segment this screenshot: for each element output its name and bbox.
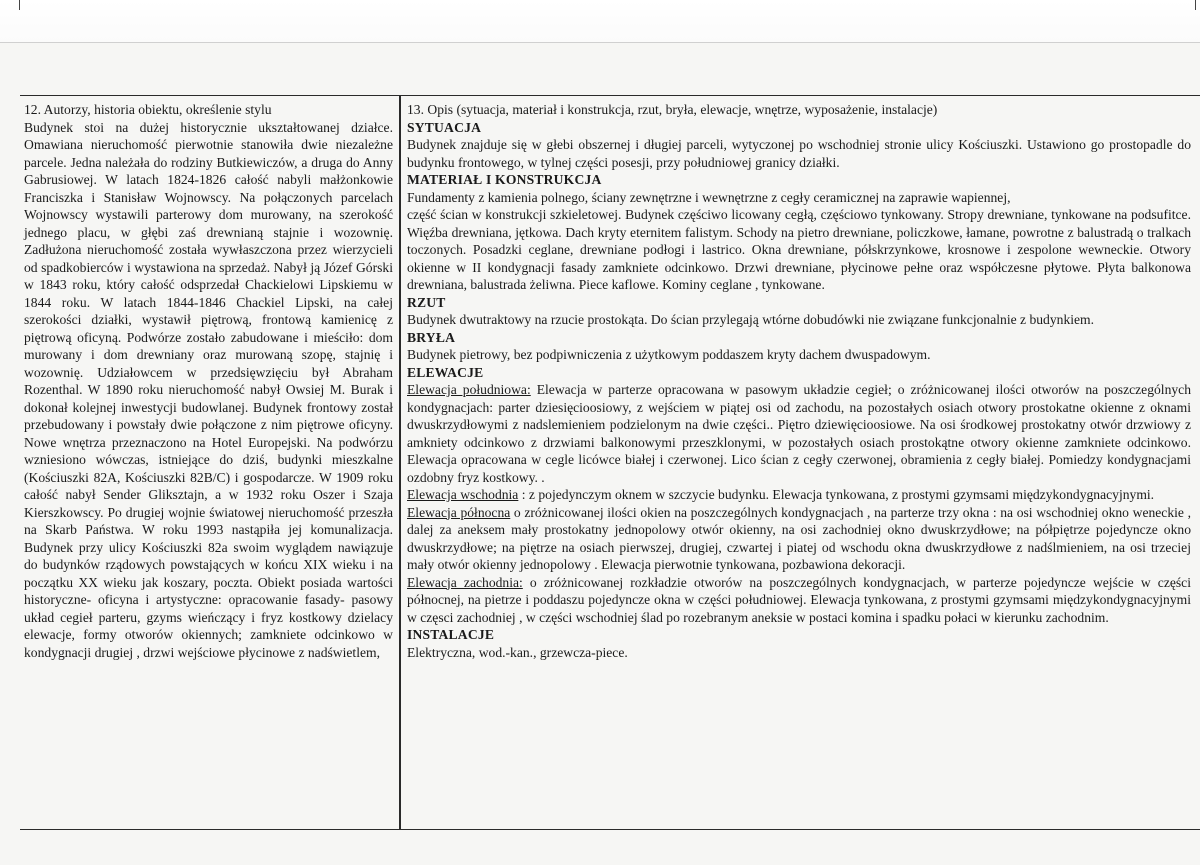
rzut-text: Budynek dwutraktowy na rzucie prostokąta. Do ścian przylegają wtórne dobudówki nie związane funkcjonalnie z budynkiem. bbox=[407, 312, 1095, 327]
sytuacja-text: Budynek znajduje się w głebi obszernej i długiej parceli, wytyczonej po wschodniej stronie ulicy Kościuszki. Ustawiono go prostopadle do budynku frontowego, w tylnej części posesji, przy południowej granicy działki. bbox=[407, 137, 1191, 170]
elewacja-wschodnia bbox=[407, 486, 1191, 504]
heading-material: MATERIAŁ I KONSTRUKCJA bbox=[407, 172, 602, 187]
section-12-body: Budynek stoi na dużej historycznie ukształtowanej działce. Omawiana nieruchomość pierwotnie stanowiła dwie niezależne parcele. Jedna należała do rodziny Butkiewiczów, a druga do Anny Gabrusiowej. W latach 1824-1826 całość nabyli małżonkowie Franciszka i Stanisław Wojnowscy. Na połączonych parcelach Wojnowscy wystawili parterowy dom murowany, na szerokość jednego placu, w głębi zaś drewnianą stajnie i wozownię. Zadłużona nieruchomość została wywłaszczona przez wierzycieli od spadkobierców i wystawiona na sprzedaż. Nabył ją Józef Górski w 1843 roku, który całość odsprzedał Chackielowi Lipskiemu w 1844 roku. W latach 1844-1846 Chackiel Lipski, na całej szerokości działki, wystawił piętrową, frontową kamienicę z piętrową oficyną. Podwórze zostało zabudowane i mieściło: dom murowany i dom drewniany oraz murowaną szopę, stajnię i wozownię. Udziałowcem w przedsięwzięciu był Abraham Rozenthal. W 1890 roku nieruchomość nabył Owsiej M. Burak i dokonał kolejnej inwestycji budowlanej. Budynek frontowy został przebudowany i powstały dwie połączone z nim piętrowe oficyny. Nowe wnętrza przeznaczono na Hotel Europejski. Na podwórzu wzniesiono wówczas, istniejące do dziś, budynki mieszkalne (Kościuszki 82A, Kościuszki 82B/C) i gospodarcze. W 1909 roku całość nabył Sender Gliksztajn, a w 1932 roku Oszer i Szaja Kierszkowscy. Po drugiej wojnie światowej nieruchomość przeszła na Skarb Państwa. W roku 1993 nastąpiła jej komunalizacja. Budynek przy ulicy Kościuszki 82a swoim wyglądem nawiązuje do budynków rządowych powstających w końcu XIX wieku i na początku XX wieku jak koszary, poczta. Obiekt posiada wartości historyczne- oficyna i artystyczne: opracowanie fasady- pasowy układ cegieł parteru, gzyms wieńczący i fryz kostkowy dzielacy elewacje, formy otworów okiennych; zamkniete odcinkowo w kondygnacji drugiej , drzwi wejściowe płycinowe z nadświetlem, bbox=[24, 119, 393, 660]
material-line-1: Fundamenty z kamienia polnego, ściany zewnętrzne i wewnętrzne z cegły ceramicznej na zaprawie wapiennej, bbox=[407, 189, 1011, 205]
section-12-title: 12. Autorzy, historia obiektu, określenie stylu bbox=[24, 102, 272, 117]
crop-mark bbox=[1195, 0, 1196, 10]
elewacja-zachodnia-label: Elewacja zachodnia: bbox=[407, 574, 523, 590]
heading-bryla: BRYŁA bbox=[407, 329, 456, 345]
heading-instalacje: INSTALACJE bbox=[407, 627, 495, 642]
heading-rzut: RZUT bbox=[407, 294, 446, 310]
section-13-description bbox=[407, 101, 1191, 661]
elewacja-polnocna-label: Elewacja północna bbox=[407, 504, 511, 520]
elewacja-wschodnia-text: : z pojedynczym oknem w szczycie budynku. Elewacja tynkowana, z prostymi gzymsami międzykondygnacyjnymi. bbox=[518, 487, 1155, 502]
elewacja-zachodnia bbox=[407, 574, 1191, 627]
elewacja-wschodnia-label: Elewacja wschodnia bbox=[407, 487, 519, 502]
heading-elewacje: ELEWACJE bbox=[407, 364, 484, 380]
section-13-title: 13. Opis (sytuacja, materiał i konstrukcja, rzut, bryła, elewacje, wnętrze, wyposażenie, instalacje) bbox=[407, 102, 938, 117]
elewacja-poludniowa-label: Elewacja południowa: bbox=[407, 382, 531, 397]
elewacja-polnocna-text: o zróżnicowanej ilości okien na poszczególnych kondygnacjach , na parterze trzy okna : na osi wschodniej okno weneckie , dalej za aneksem mały prostokatny jednopolowy otwór okienny, na osi zachodniej okno dwuskrzydłowe; na półpiętrze pojedyncze okno dwuskrzydłowe; na piętrze na osiach pierwszej, drugiej, czwartej i piatej od wschodu okna dwuskrzydłowe z nadślmieniem, na osi trzeciej mały otwór okienny jednopolowy . Elewacja pierwotnie tynkowana, pozbawiona dekoracji. bbox=[407, 504, 1191, 572]
column-divider bbox=[399, 95, 401, 829]
section-12-history bbox=[24, 101, 393, 661]
elewacja-poludniowa bbox=[407, 381, 1191, 486]
elewacja-polnocna bbox=[407, 504, 1191, 574]
top-strip bbox=[0, 0, 1200, 43]
elewacja-poludniowa-text: Elewacja w parterze opracowana w pasowym układzie cegieł; o zróżnicowanej ilości otworów na poszczególnych kondygnacjach: parter dziesięcioosiowy, z wejściem w piątej osi od zachodu, na pozostałych osiach otwory prostokatne okienne z oknami dwuskrzydłowymi z nadslemieniem podzielonym na dwie części.. Piętro dziewięcioosiowe. Na osi środkowej prostokatny otwór drzwiowy z amkniety odcinkowo z drzwiami balkonowymi przeszklonymi, w pozostałych osiach prostokątne otwory okienne zamkniete odcinkowo. Elewacja opracowana w cegle licówce białej i czerwonej. Lico ścian z cegły czerwonej, obramienia z cegły białej. Pomiedzy kondygnacjami ozdobny fryz kostkowy. . bbox=[407, 382, 1191, 485]
crop-mark bbox=[19, 0, 20, 10]
instalacje-text: Elektryczna, wod.-kan., grzewcza-piece. bbox=[407, 644, 628, 660]
bryla-text: Budynek pietrowy, bez podpiwniczenia z użytkowym poddaszem kryty dachem dwuspadowym. bbox=[407, 347, 931, 362]
elewacja-zachodnia-text: o zróżnicowanej rozkładzie otworów na poszczególnych kondygnacjach, w parterze pojedyncze wejście w części północnej, na pietrze i poddaszu pojedyncze okna w części południowej. Elewacja tynkowana, z prostymi gzymsami międzykondygnacyjnymi w częsci zachodniej , w części wschodniej ślad po rozebranym aneksie w postaci komina i spadku połaci w kierunku zachodnim. bbox=[407, 574, 1191, 625]
heading-sytuacja: SYTUACJA bbox=[407, 119, 482, 135]
material-text: część ścian w konstrukcji szkieletowej. Budynek częściwo licowany cegłą, częściowo tynkowany. Stropy drewniane, tynkowane na podsufitce. Więźba drewniana, jętkowa. Dach kryty eternitem falistym. Schody na pietro drewniane, policzkowe, łamane, powrotne z balustradą o tralkach toczonych. Posadzki ceglane, drewniane podłogi i lastrico. Okna drewniane, półskrzynkowe, krosnowe i zespolone wewneckie. Otwory okienne w II kondygnacji fasady zamkniete odcinkowo. Drzwi drewniane, płycinowe pełne oraz współczesne płytowe. Płyta balkonowa drewniana, balustrada żeliwna. Piece kaflowe. Kominy ceglane , tynkowane. bbox=[407, 207, 1191, 292]
